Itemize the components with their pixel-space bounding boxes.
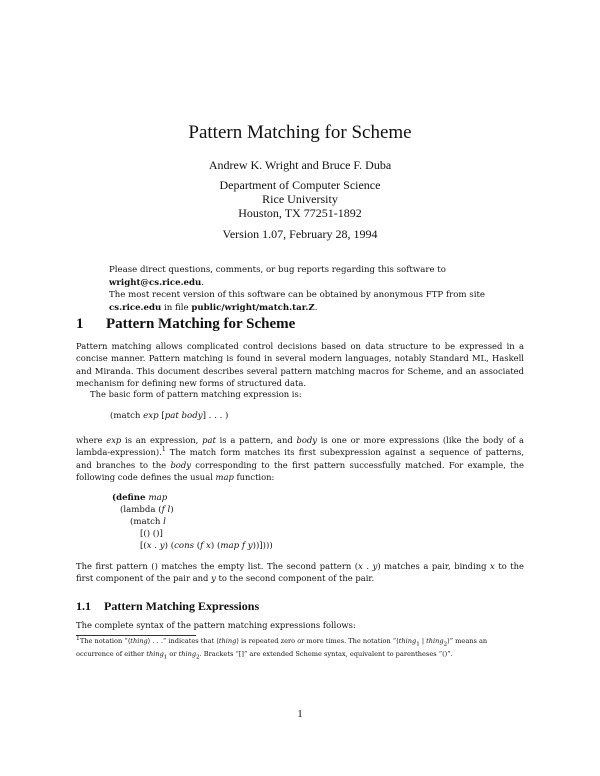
footnote-var: thing xyxy=(218,637,237,645)
code-var: cons xyxy=(174,541,195,551)
footnote-marker: 1 xyxy=(161,446,166,454)
code-var: l xyxy=(163,517,166,527)
code-text: [( xyxy=(140,541,147,551)
para-var: y xyxy=(372,561,378,571)
paper-title: Pattern Matching for Scheme xyxy=(188,122,412,143)
para-text: is an expression, xyxy=(121,435,203,445)
code-line xyxy=(112,516,273,528)
para-var: map xyxy=(215,471,234,482)
code-line: [() ()] xyxy=(140,529,163,539)
email-address: wright@cs.rice.edu xyxy=(109,277,202,288)
para-text: where xyxy=(76,435,107,445)
para-var: x xyxy=(358,561,363,571)
basic-form-code xyxy=(110,410,228,422)
code-keyword: (define xyxy=(112,493,149,503)
para-text: The match form matches its first subexpression against a sequence of patterns, and branches to the xyxy=(76,447,524,470)
para-text: is a pattern, and xyxy=(215,435,297,445)
para-text: corresponding to the first pattern successfully matched. For example, the following code defines the usual xyxy=(76,459,524,482)
code-var: map f y xyxy=(220,541,253,551)
para-text: to the first component of the pair and xyxy=(76,561,525,584)
abstract-note xyxy=(109,264,519,314)
section-heading xyxy=(76,316,295,333)
para-var: y xyxy=(211,573,216,584)
code-text: ] . . . ) xyxy=(202,411,229,421)
section-paragraph: The complete syntax of the pattern matching expressions follows: xyxy=(76,620,356,630)
ftp-site: cs.rice.edu xyxy=(109,302,162,313)
code-text: (match xyxy=(130,517,164,527)
code-var: body xyxy=(181,411,203,421)
footnote-number: 1 xyxy=(76,634,80,642)
para-var: exp xyxy=(106,435,122,445)
abstract-text: . xyxy=(201,277,205,288)
para-text: to the second component of the pair. xyxy=(215,573,375,584)
code-text: (lambda ( xyxy=(120,505,162,515)
section-paragraph xyxy=(76,560,524,585)
abstract-text: . xyxy=(314,302,318,313)
ftp-file: public/wright/match.tar.Z xyxy=(191,302,315,313)
code-text: ( xyxy=(194,541,201,551)
para-text: function: xyxy=(233,471,275,482)
subsection-title: Pattern Matching Expressions xyxy=(104,599,260,613)
section-number: 1 xyxy=(76,316,84,332)
code-text: ) ( xyxy=(210,541,221,551)
code-line xyxy=(112,492,273,504)
abstract-text: in file xyxy=(161,302,192,313)
department: Department of Computer Science xyxy=(219,178,381,192)
footnote-sub: 2 xyxy=(443,641,448,648)
footnote xyxy=(76,634,524,663)
code-text: ) ( xyxy=(164,541,175,551)
footnote-var: thing xyxy=(146,649,164,658)
code-text: ))]))) xyxy=(252,541,273,551)
footnote-sub: 2 xyxy=(196,654,200,661)
subsection-number: 1.1 xyxy=(76,599,91,613)
footnote-text: ⟩ . . .” indicates that ⟨ xyxy=(147,637,219,645)
para-text: ) matches a pair, binding xyxy=(377,561,491,571)
code-var: x xyxy=(146,541,152,551)
section-paragraph: The basic form of pattern matching expression is: xyxy=(90,389,302,399)
para-var: body xyxy=(170,459,191,470)
code-text: [ xyxy=(158,411,165,421)
footnote-text: ⟩ is repeated zero or more times. The notation “⟨ xyxy=(236,637,399,645)
code-text: (match xyxy=(110,411,144,421)
code-var: map xyxy=(148,493,168,503)
section-title: Pattern Matching for Scheme xyxy=(106,316,296,332)
footnote-text: | xyxy=(419,637,427,645)
footnote-var: thing xyxy=(398,637,417,645)
footnote-sub: 1 xyxy=(416,641,420,648)
code-var: f l xyxy=(161,505,171,515)
subsection-heading xyxy=(76,599,259,614)
para-text: is one or more expressions (like the body of a lambda-expression). xyxy=(76,435,524,458)
footnote-text: . Brackets “[]” are extended Scheme syntax, equivalent to parentheses “()”. xyxy=(199,649,453,658)
address: Houston, TX 77251-1892 xyxy=(238,206,362,220)
page-number: 1 xyxy=(297,708,303,720)
footnote-rule xyxy=(76,635,196,636)
authors: Andrew K. Wright and Bruce F. Duba xyxy=(208,158,392,172)
footnote-text: or xyxy=(167,649,179,658)
abstract-text: Please direct questions, comments, or bug reports regarding this software to xyxy=(109,265,446,275)
para-var: body xyxy=(296,435,317,445)
footnote-text: The notation “⟨ xyxy=(79,637,131,645)
section-paragraph xyxy=(76,434,524,483)
code-var: pat xyxy=(164,411,179,421)
code-var: y xyxy=(159,541,165,551)
code-line xyxy=(112,540,273,552)
footnote-sub: 1 xyxy=(163,654,168,661)
footnote-var: thing xyxy=(178,649,197,658)
code-text: . xyxy=(151,541,160,551)
section-paragraph: Pattern matching allows complicated control decisions based on data structure to be expressed in a concise manner. Pattern matching is found in several modern languages, notably Standard ML, Haskell and Miranda. This document describes several pattern matching macros for Scheme, and an associated mechanism for defining new forms of structured data. xyxy=(76,341,524,388)
code-line xyxy=(112,504,273,516)
para-text: The first pattern () matches the empty list. The second pattern ( xyxy=(76,561,359,571)
abstract-text: The most recent version of this software can be obtained by anonymous FTP from site xyxy=(109,290,485,300)
footnote-var: thing xyxy=(130,637,148,645)
footnote-var: thing xyxy=(426,637,444,645)
code-var: f x xyxy=(200,541,211,551)
map-code-block xyxy=(112,492,273,552)
para-var: x xyxy=(490,561,495,571)
university: Rice University xyxy=(262,192,338,206)
version: Version 1.07, February 28, 1994 xyxy=(222,227,378,241)
footnote-text: ⟩” means an occurrence of either xyxy=(76,637,488,658)
para-var: pat xyxy=(202,435,216,445)
code-text: ) xyxy=(170,505,174,515)
para-text: . xyxy=(362,561,373,571)
code-var: exp xyxy=(143,411,159,421)
